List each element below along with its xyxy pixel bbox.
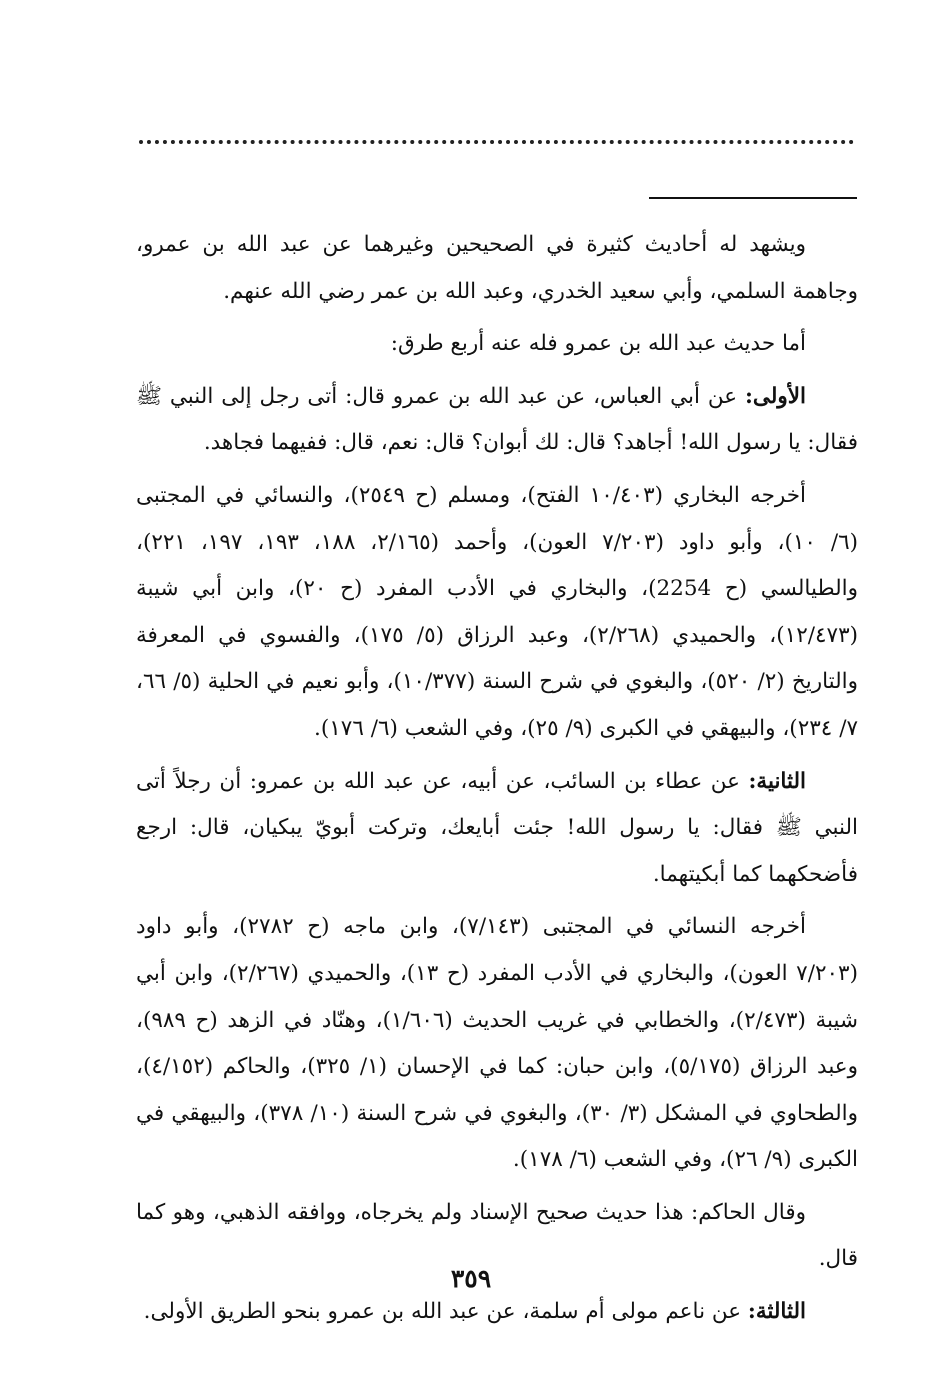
paragraph-text: أما حديث عبد الله بن عمرو فله عنه أربع طرق: <box>390 331 806 357</box>
paragraph-text: عن ناعم مولى أم سلمة، عن عبد الله بن عمرو بنحو الطريق الأولى. <box>143 1299 748 1325</box>
paragraph-first-route <box>136 374 858 467</box>
paragraph-text: ويشهد له أحاديث كثيرة في الصحيحين وغيرهما عن عبد الله بن عمرو، وجاهمة السلمي، وأبي سعيد الخدري، وعبد الله بن عمر رضي الله عنهم. <box>136 232 858 304</box>
paragraph-witnesses <box>136 222 858 315</box>
paragraph-text: أخرجه النسائي في المجتبى (٧/١٤٣)، وابن ماجه (ح ٢٧٨٢)، وأبو داود (٧/٢٠٣ العون)، والبخاري في الأدب المفرد (ح ١٣)، والحميدي (٢/٢٦٧)، وابن أبي شيبة (٢/٤٧٣)، والخطابي في غريب الحديث (١/٦٠٦)، وهنّاد في الزهد (ح ٩٨٩)، وعبد الرزاق (٥/١٧٥)، وابن حبان: كما في الإحسان (١/ ٣٢٥)، والحاكم (٤/١٥٢)، والطحاوي في المشكل (٣/ ٣٠)، والبغوي في شرح السنة (١٠/ ٣٧٨)، والبيهقي في الكبرى (٩/ ٢٦)، وفي الشعب (٦/ ١٧٨). <box>136 914 859 1173</box>
paragraph-text: عن عطاء بن السائب، عن أبيه، عن عبد الله بن عمرو: أن رجلاً أتى النبي ﷺ فقال: يا رسول الله! جئت أبايعك، وتركت أبويّ يبكيان، قال: ارجع فأضحكهما كما أبكيتهما. <box>136 768 858 887</box>
paragraph-lead: الثالثة: <box>747 1299 806 1325</box>
paragraph-third-route <box>136 1289 858 1336</box>
paragraph-text: وقال الحاكم: هذا حديث صحيح الإسناد ولم يخرجاه، ووافقه الذهبي، وهو كما قال. <box>136 1199 858 1272</box>
paragraph-lead: الأولى: <box>744 383 806 409</box>
section-rule <box>649 197 857 199</box>
paragraph-second-route <box>136 759 858 899</box>
paragraph-text: أخرجه البخاري (١٠/٤٠٣ الفتح)، ومسلم (ح ٢٥٤٩)، والنسائي في المجتبى (٦/ ١٠)، وأبو داود (٧/٢٠٣ العون)، وأحمد (٢/١٦٥، ١٨٨، ١٩٣، ١٩٧، ٢٢١)، والطيالسي (ح 2254)، والبخاري في الأدب المفرد (ح ٢٠)، وابن أبي شيبة (١٢/٤٧٣)، والحميدي (٢/٢٦٨)، وعبد الرزاق (٥/ ١٧٥)، والفسوي في المعرفة والتاريخ (٢/ ٥٢٠)، والبغوي في شرح السنة (١٠/٣٧٧)، وأبو نعيم في الحلية (٥/ ٦٦، ٧/ ٢٣٤)، والبيهقي في الكبرى (٩/ ٢٥)، وفي الشعب (٦/ ١٧٦). <box>136 482 859 741</box>
paragraph-text: عن أبي العباس، عن عبد الله بن عمرو قال: أتى رجل إلى النبي ﷺ فقال: يا رسول الله! أجاهد؟ قال: لك أبوان؟ قال: نعم، قال: ففيهما فجاهد. <box>136 383 858 456</box>
main-text <box>136 222 858 1342</box>
paragraph-first-takhrij <box>136 473 858 753</box>
paragraph-second-takhrij <box>136 904 858 1184</box>
paragraph-lead: الثانية: <box>748 768 806 794</box>
dotted-separator <box>139 140 854 144</box>
paragraph-routes-intro <box>136 321 858 368</box>
page-number: ٣٥٩ <box>450 1264 492 1293</box>
